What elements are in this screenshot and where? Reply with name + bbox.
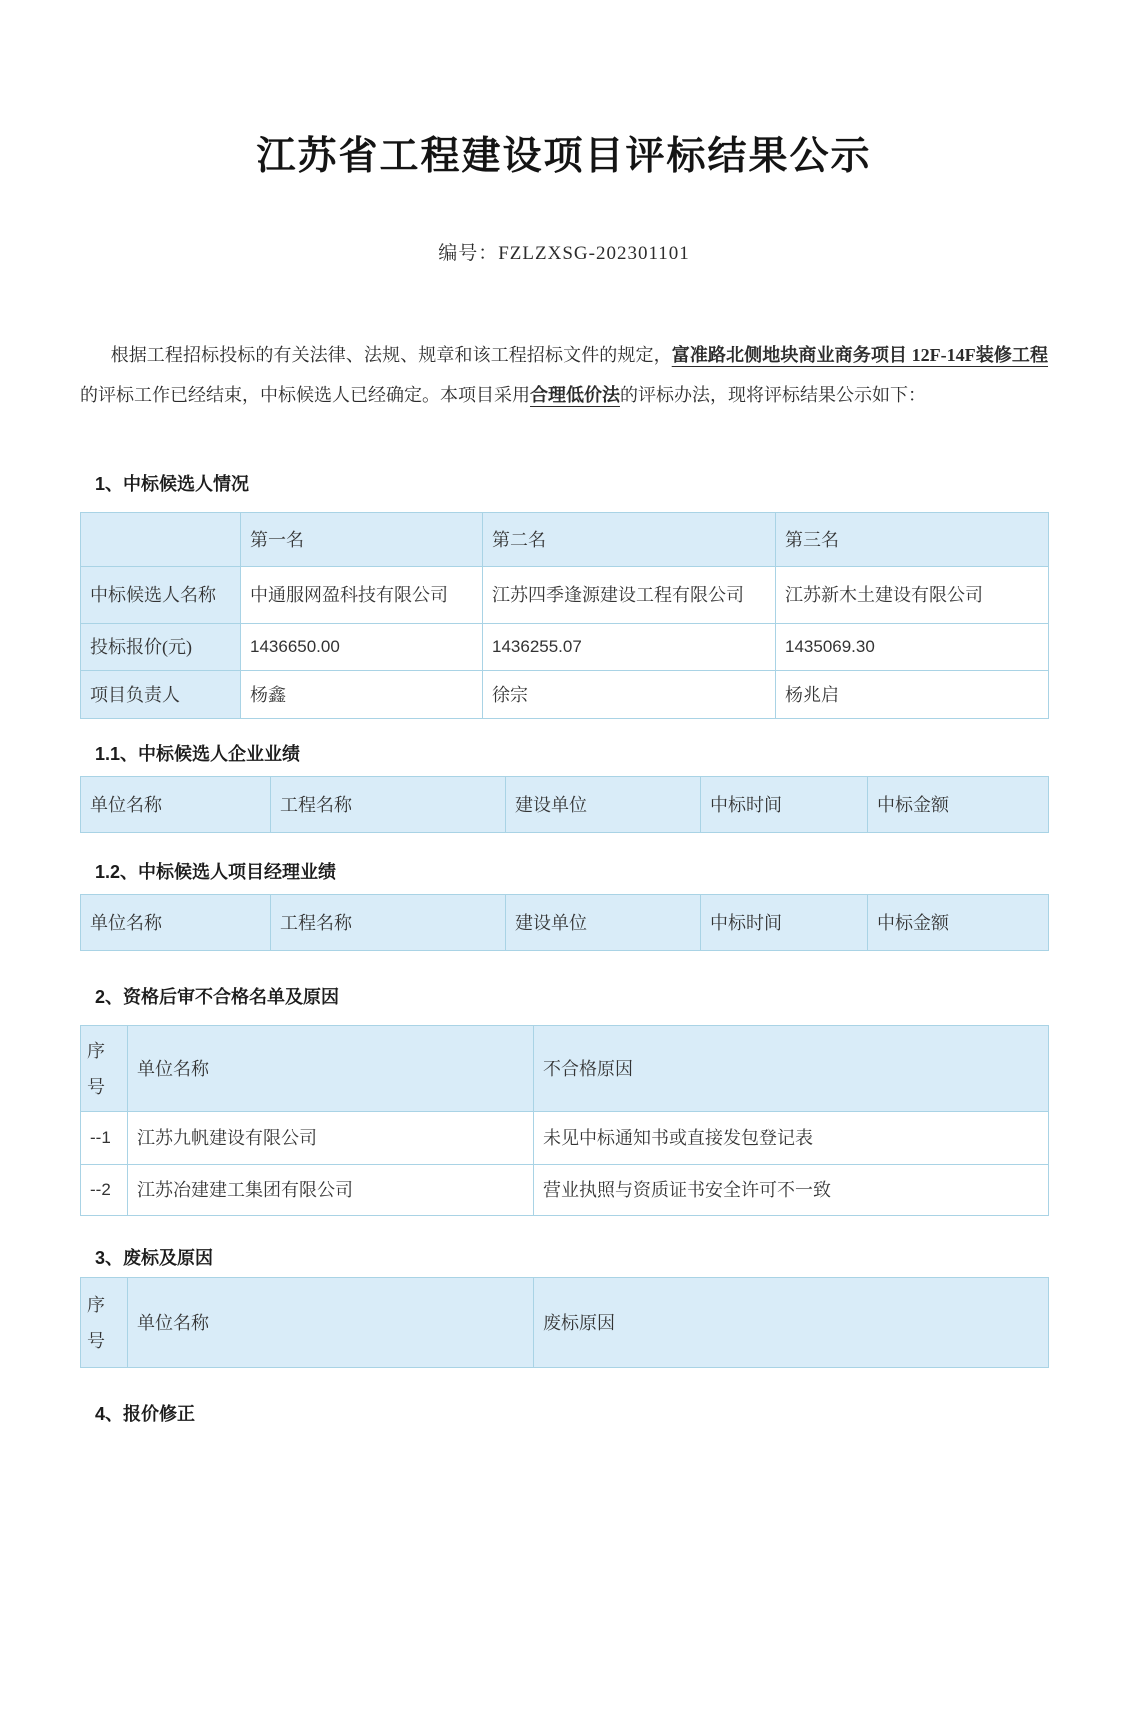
enterprise-performance-header-row	[81, 777, 1049, 833]
candidate-3-price: 1435069.30	[776, 624, 1049, 671]
evaluation-method-emphasis: 合理低价法	[530, 385, 620, 405]
row-label: 投标报价(元)	[81, 624, 241, 671]
enterprise-performance-table	[80, 776, 1049, 833]
candidate-2-leader: 徐宗	[483, 671, 776, 719]
project-name-header: 工程名称	[271, 895, 506, 951]
project-name-header: 工程名称	[271, 777, 506, 833]
row-label: 中标候选人名称	[81, 567, 241, 624]
section-3-heading: 3、废标及原因	[95, 1248, 214, 1268]
disqualified-row	[81, 1165, 1049, 1216]
rank-1-header: 第一名	[241, 513, 483, 567]
company-name-cell: 江苏九帆建设有限公司	[128, 1112, 534, 1165]
rejected-bids-header-row	[81, 1278, 1049, 1368]
candidate-3-name: 江苏新木土建设有限公司	[776, 567, 1049, 624]
rejected-bids-table	[80, 1277, 1049, 1368]
intro-text-1: 根据工程招标投标的有关法律、法规、规章和该工程招标文件的规定，	[110, 345, 672, 365]
candidate-3-leader: 杨兆启	[776, 671, 1049, 719]
candidate-1-leader: 杨鑫	[241, 671, 483, 719]
rank-2-header: 第二名	[483, 513, 776, 567]
company-name-header: 单位名称	[128, 1278, 534, 1368]
award-amount-header: 中标金额	[868, 777, 1049, 833]
doc-number: 编号：FZLZXSG-202301101	[438, 243, 690, 264]
intro-paragraph	[80, 335, 1048, 415]
project-name-emphasis: 富准路北侧地块商业商务项目 12F-14F装修工程	[671, 345, 1049, 365]
candidate-2-name: 江苏四季逢源建设工程有限公司	[483, 567, 776, 624]
seq-no-cell: --2	[81, 1165, 128, 1216]
bid-price-row	[81, 624, 1049, 671]
candidate-2-price: 1436255.07	[483, 624, 776, 671]
company-name-header: 单位名称	[81, 895, 271, 951]
section-2-heading: 2、资格后审不合格名单及原因	[95, 987, 340, 1007]
award-time-header: 中标时间	[701, 895, 868, 951]
section-1-heading: 1、中标候选人情况	[95, 474, 250, 494]
disqualify-reason-cell: 营业执照与资质证书安全许可不一致	[534, 1165, 1049, 1216]
company-name-header: 单位名称	[128, 1026, 534, 1112]
seq-no-header: 序号	[81, 1278, 128, 1368]
candidate-1-name: 中通服网盈科技有限公司	[241, 567, 483, 624]
award-time-header: 中标时间	[701, 777, 868, 833]
disqualified-header-row	[81, 1026, 1049, 1112]
candidates-header-row	[81, 513, 1049, 567]
candidate-1-price: 1436650.00	[241, 624, 483, 671]
candidates-table	[80, 512, 1049, 719]
candidate-name-row	[81, 567, 1049, 624]
pm-performance-table	[80, 894, 1049, 951]
row-label: 项目负责人	[81, 671, 241, 719]
section-1-1-heading: 1.1、中标候选人企业业绩	[95, 744, 301, 764]
reject-reason-header: 废标原因	[534, 1278, 1049, 1368]
section-4-heading: 4、报价修正	[95, 1404, 196, 1424]
document-page	[80, 128, 1048, 1427]
pm-performance-header-row	[81, 895, 1049, 951]
disqualified-row	[81, 1112, 1049, 1165]
page-title: 江苏省工程建设项目评标结果公示	[256, 135, 872, 178]
owner-unit-header: 建设单位	[506, 895, 701, 951]
intro-text-2: 的评标工作已经结束，中标候选人已经确定。本项目采用	[80, 385, 530, 405]
award-amount-header: 中标金额	[868, 895, 1049, 951]
project-leader-row	[81, 671, 1049, 719]
seq-no-header: 序号	[81, 1026, 128, 1112]
intro-text-3: 的评标办法，现将评标结果公示如下：	[620, 385, 926, 405]
company-name-cell: 江苏冶建建工集团有限公司	[128, 1165, 534, 1216]
section-1-2-heading: 1.2、中标候选人项目经理业绩	[95, 862, 337, 882]
corner-cell	[81, 513, 241, 567]
disqualify-reason-header: 不合格原因	[534, 1026, 1049, 1112]
owner-unit-header: 建设单位	[506, 777, 701, 833]
seq-no-cell: --1	[81, 1112, 128, 1165]
disqualified-table	[80, 1025, 1049, 1216]
disqualify-reason-cell: 未见中标通知书或直接发包登记表	[534, 1112, 1049, 1165]
rank-3-header: 第三名	[776, 513, 1049, 567]
company-name-header: 单位名称	[81, 777, 271, 833]
